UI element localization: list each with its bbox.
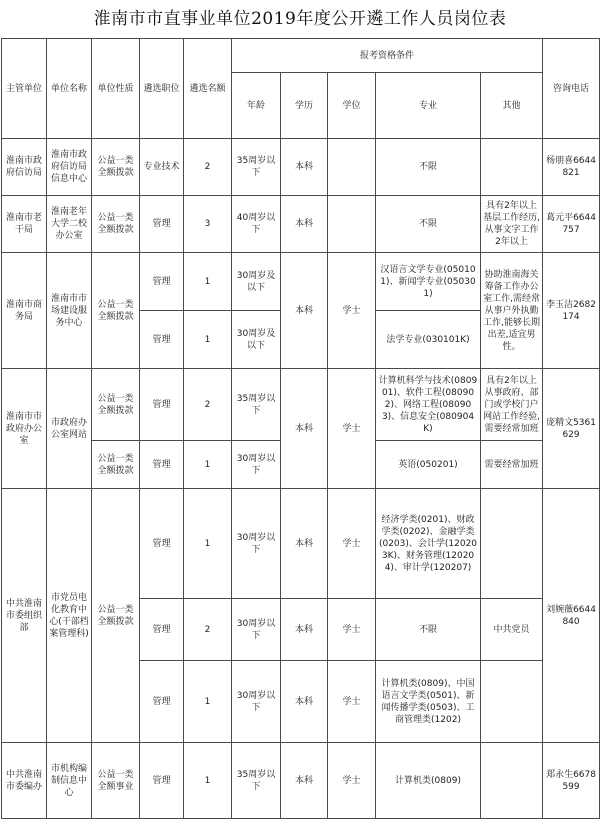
cell-education: 本科 [281, 489, 328, 599]
cell-other [481, 139, 543, 196]
cell-major: 计算机科学与技术(080901)、软件工程(080902)、网络工程(080903)、信息安全(080904K) [376, 369, 481, 441]
cell-age: 30周岁以下 [232, 661, 281, 743]
cell-dept: 淮南市市政府办公室 [2, 369, 47, 489]
cell-quota: 3 [184, 196, 232, 253]
cell-unit: 淮南老年大学二校办公室 [47, 196, 92, 253]
header-contact: 咨询电话 [543, 39, 600, 139]
cell-other: 需要经常加班 [481, 441, 543, 489]
header-age: 年龄 [232, 73, 281, 139]
cell-dept: 中共淮南市委组织部 [2, 489, 47, 743]
cell-education: 本科 [281, 253, 328, 369]
header-quota: 遴选名额 [184, 39, 232, 139]
cell-dept: 淮南市老干局 [2, 196, 47, 253]
cell-major: 汉语言文学专业(050101)、新闻学专业(050301) [376, 253, 481, 311]
cell-degree: 学士 [328, 253, 376, 369]
cell-nature: 公益一类全额拨款 [92, 139, 140, 196]
cell-quota: 1 [184, 661, 232, 743]
cell-contact: 郑永生6678599 [543, 743, 600, 819]
header-degree: 学位 [328, 73, 376, 139]
cell-position: 管理 [140, 743, 184, 819]
cell-other: 协助淮南海关筹备工作办公室工作,需经常从事户外执勤工作,能够长期出差,适宜男性。 [481, 253, 543, 369]
cell-major: 计算机类(0809)、中国语言文学类(0501)、新闻传播学类(0503)、工商管理类(1202) [376, 661, 481, 743]
cell-nature: 公益一类全额拨款 [92, 253, 140, 369]
cell-degree: 学士 [328, 743, 376, 819]
cell-contact: 庞精文5361629 [543, 369, 600, 489]
cell-major: 不限 [376, 599, 481, 661]
positions-table [1, 38, 600, 819]
cell-degree [328, 196, 376, 253]
cell-major: 计算机类(0809) [376, 743, 481, 819]
cell-education: 本科 [281, 599, 328, 661]
cell-major: 不限 [376, 139, 481, 196]
cell-other: 具有2年以上基层工作经历,从事文字工作2年以上 [481, 196, 543, 253]
cell-position: 管理 [140, 489, 184, 599]
cell-unit: 市党员电化教育中心(干部档案管理科) [47, 489, 92, 743]
cell-position: 管理 [140, 311, 184, 369]
cell-age: 30周岁以下 [232, 441, 281, 489]
table-row [2, 196, 600, 253]
cell-quota: 1 [184, 311, 232, 369]
cell-position: 管理 [140, 369, 184, 441]
header-major: 专业 [376, 73, 481, 139]
cell-nature: 公益一类全额拨款 [92, 489, 140, 743]
cell-major: 经济学类(0201)、财政学类(0202)、金融学类(0203)、会计学(120203K)、财务管理(120204)、审计学(120207) [376, 489, 481, 599]
cell-education: 本科 [281, 196, 328, 253]
cell-quota: 1 [184, 489, 232, 599]
cell-unit: 市政府办公室网站 [47, 369, 92, 489]
header-dept: 主管单位 [2, 39, 47, 139]
cell-contact: 刘婉薇6644840 [543, 489, 600, 743]
cell-age: 40周岁以下 [232, 196, 281, 253]
cell-education: 本科 [281, 139, 328, 196]
cell-degree: 学士 [328, 489, 376, 599]
header-position: 遴选职位 [140, 39, 184, 139]
table-row [2, 489, 600, 599]
cell-quota: 1 [184, 441, 232, 489]
cell-degree: 学士 [328, 661, 376, 743]
cell-quota: 2 [184, 599, 232, 661]
cell-education: 本科 [281, 661, 328, 743]
cell-contact: 杨朋喜6644821 [543, 139, 600, 196]
cell-other: 具有2年以上从事政府、部门或学校门户网站工作经验,需要经常加班 [481, 369, 543, 441]
cell-age: 35周岁以下 [232, 139, 281, 196]
cell-education: 本科 [281, 369, 328, 489]
cell-position: 管理 [140, 599, 184, 661]
cell-age: 30周岁及以下 [232, 311, 281, 369]
cell-other [481, 743, 543, 819]
cell-other [481, 661, 543, 743]
cell-position: 管理 [140, 661, 184, 743]
cell-position: 管理 [140, 441, 184, 489]
cell-contact: 李玉洁2682174 [543, 253, 600, 369]
cell-age: 30周岁及以下 [232, 253, 281, 311]
cell-age: 30周岁以下 [232, 599, 281, 661]
cell-degree: 学士 [328, 369, 376, 489]
cell-position: 专业技术 [140, 139, 184, 196]
cell-nature: 公益一类全额事业 [92, 743, 140, 819]
cell-degree [328, 139, 376, 196]
cell-age: 35周岁以下 [232, 369, 281, 441]
cell-contact: 葛元平6644757 [543, 196, 600, 253]
header-other: 其他 [481, 73, 543, 139]
table-row [2, 743, 600, 819]
cell-dept: 淮南市政府信访局 [2, 139, 47, 196]
cell-quota: 2 [184, 369, 232, 441]
cell-unit: 淮南市政府信访局信息中心 [47, 139, 92, 196]
cell-nature: 公益一类全额拨款 [92, 196, 140, 253]
cell-age: 35周岁以下 [232, 743, 281, 819]
cell-age: 30周岁以下 [232, 489, 281, 599]
cell-quota: 1 [184, 743, 232, 819]
header-requirements: 报考资格条件 [232, 39, 543, 73]
cell-nature: 公益一类全额拨款 [92, 441, 140, 489]
cell-unit: 市机构编制信息中心 [47, 743, 92, 819]
cell-dept: 中共淮南市委编办 [2, 743, 47, 819]
cell-major: 法学专业(030101K) [376, 311, 481, 369]
cell-other [481, 489, 543, 599]
page-title: 淮南市市直事业单位2019年度公开遴工作人员岗位表 [93, 9, 507, 29]
header-unit: 单位名称 [47, 39, 92, 139]
cell-quota: 1 [184, 253, 232, 311]
cell-degree: 学士 [328, 599, 376, 661]
cell-position: 管理 [140, 196, 184, 253]
cell-major: 不限 [376, 196, 481, 253]
header-nature: 单位性质 [92, 39, 140, 139]
cell-education: 本科 [281, 743, 328, 819]
cell-unit: 淮南市市场建设服务中心 [47, 253, 92, 369]
cell-other: 中共党员 [481, 599, 543, 661]
cell-nature: 公益一类全额拨款 [92, 369, 140, 441]
table-row [2, 253, 600, 311]
table-row [2, 139, 600, 196]
header-education: 学历 [281, 73, 328, 139]
cell-quota: 2 [184, 139, 232, 196]
cell-dept: 淮南市商务局 [2, 253, 47, 369]
cell-major: 英语(050201) [376, 441, 481, 489]
table-row [2, 369, 600, 441]
cell-position: 管理 [140, 253, 184, 311]
